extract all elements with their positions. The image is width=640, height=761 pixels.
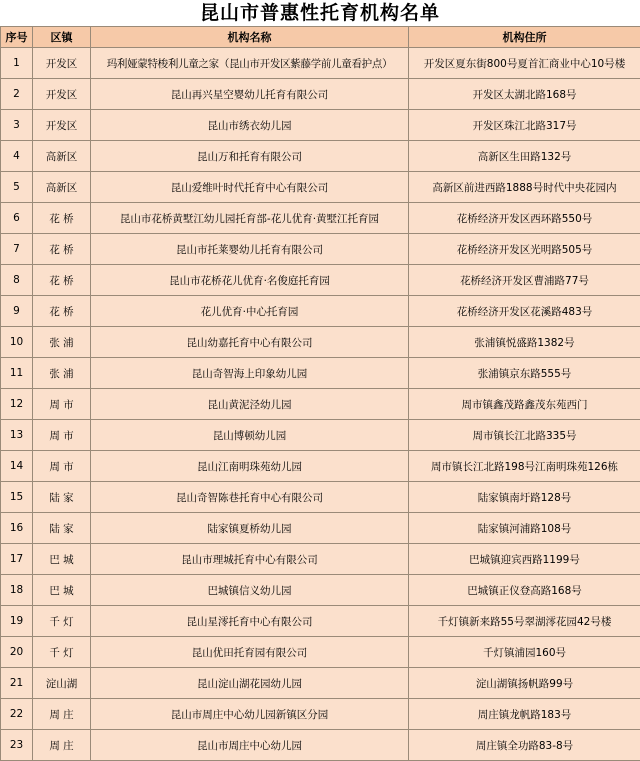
row-institution-name: 昆山江南明珠苑幼儿园 [91,451,409,482]
table-row [1,575,640,606]
table-row [1,482,640,513]
row-address: 张浦镇悦盛路1382号 [409,327,640,358]
row-district: 高新区 [33,172,91,203]
page-title: 昆山市普惠性托育机构名单 [0,0,640,26]
row-district: 花 桥 [33,296,91,327]
row-institution-name: 昆山市周庄中心幼儿园 [91,730,409,761]
row-address: 开发区珠江北路317号 [409,110,640,141]
row-institution-name: 昆山再兴星空婴幼儿托育有限公司 [91,79,409,110]
row-institution-name: 巴城镇信义幼儿园 [91,575,409,606]
row-district: 巴 城 [33,575,91,606]
row-district: 开发区 [33,48,91,79]
row-address: 周庄镇全功路83-8号 [409,730,640,761]
row-number: 23 [1,730,33,761]
table-row [1,203,640,234]
table-row [1,668,640,699]
row-address: 周庄镇龙帆路183号 [409,699,640,730]
header-name: 机构名称 [91,27,409,48]
row-number: 20 [1,637,33,668]
row-district: 张 浦 [33,327,91,358]
row-number: 10 [1,327,33,358]
row-institution-name: 昆山万和托育有限公司 [91,141,409,172]
row-address: 周市镇鑫茂路鑫茂东苑西门 [409,389,640,420]
row-institution-name: 昆山黄泥泾幼儿园 [91,389,409,420]
row-institution-name: 昆山市绣衣幼儿园 [91,110,409,141]
row-institution-name: 昆山星澪托育中心有限公司 [91,606,409,637]
row-district: 淀山湖 [33,668,91,699]
row-district: 开发区 [33,110,91,141]
row-address: 高新区前进西路1888号时代中央花园内 [409,172,640,203]
row-institution-name: 花儿优育·中心托育园 [91,296,409,327]
table-row [1,172,640,203]
table-header-row [1,27,640,48]
row-institution-name: 昆山幼嘉托育中心有限公司 [91,327,409,358]
row-address: 陆家镇河浦路108号 [409,513,640,544]
institution-table [0,26,640,761]
row-institution-name: 昆山优田托育园有限公司 [91,637,409,668]
row-institution-name: 昆山市周庄中心幼儿园新镇区分园 [91,699,409,730]
row-institution-name: 昆山淀山湖花园幼儿园 [91,668,409,699]
row-number: 15 [1,482,33,513]
row-number: 12 [1,389,33,420]
table-row [1,606,640,637]
table-row [1,637,640,668]
row-district: 周 市 [33,389,91,420]
row-address: 开发区夏东街800号夏首汇商业中心10号楼 [409,48,640,79]
header-district: 区镇 [33,27,91,48]
row-institution-name: 昆山市托莱婴幼儿托育有限公司 [91,234,409,265]
table-row [1,110,640,141]
row-number: 9 [1,296,33,327]
row-address: 张浦镇京东路555号 [409,358,640,389]
row-institution-name: 昆山博顿幼儿园 [91,420,409,451]
row-number: 16 [1,513,33,544]
row-address: 花桥经济开发区西环路550号 [409,203,640,234]
row-district: 花 桥 [33,203,91,234]
header-address: 机构住所 [409,27,640,48]
row-number: 8 [1,265,33,296]
row-number: 1 [1,48,33,79]
row-address: 周市镇长江北路198号江南明珠苑126栋 [409,451,640,482]
row-address: 千灯镇新来路55号翠湖澪花园42号楼 [409,606,640,637]
row-district: 周 庄 [33,699,91,730]
table-row [1,544,640,575]
row-district: 开发区 [33,79,91,110]
row-district: 千 灯 [33,606,91,637]
table-row [1,234,640,265]
row-district: 千 灯 [33,637,91,668]
table-row [1,451,640,482]
row-number: 5 [1,172,33,203]
row-institution-name: 昆山奇智海上印象幼儿园 [91,358,409,389]
row-number: 3 [1,110,33,141]
table-row [1,358,640,389]
header-no: 序号 [1,27,33,48]
table-row [1,79,640,110]
row-institution-name: 昆山市理城托育中心有限公司 [91,544,409,575]
row-institution-name: 昆山奇智陈巷托育中心有限公司 [91,482,409,513]
row-address: 淀山湖镇扬帆路99号 [409,668,640,699]
row-address: 花桥经济开发区光明路505号 [409,234,640,265]
table-row [1,513,640,544]
row-address: 高新区生田路132号 [409,141,640,172]
row-number: 7 [1,234,33,265]
row-institution-name: 陆家镇夏桥幼儿园 [91,513,409,544]
row-district: 陆 家 [33,482,91,513]
row-number: 2 [1,79,33,110]
row-number: 4 [1,141,33,172]
row-address: 巴城镇正仪登高路168号 [409,575,640,606]
row-address: 巴城镇迎宾西路1199号 [409,544,640,575]
row-number: 11 [1,358,33,389]
row-institution-name: 昆山市花桥花儿优育·名俊庭托育园 [91,265,409,296]
row-district: 周 庄 [33,730,91,761]
row-district: 周 市 [33,451,91,482]
row-address: 陆家镇南圩路128号 [409,482,640,513]
row-number: 21 [1,668,33,699]
table-row [1,141,640,172]
table-row [1,699,640,730]
table-row [1,327,640,358]
table-row [1,389,640,420]
row-institution-name: 昆山市花桥黄墅江幼儿园托育部-花儿优育·黄墅江托育园 [91,203,409,234]
row-number: 18 [1,575,33,606]
row-number: 13 [1,420,33,451]
row-district: 花 桥 [33,234,91,265]
row-institution-name: 昆山爱维叶时代托育中心有限公司 [91,172,409,203]
table-row [1,265,640,296]
row-address: 花桥经济开发区花溪路483号 [409,296,640,327]
row-district: 高新区 [33,141,91,172]
row-district: 周 市 [33,420,91,451]
row-number: 17 [1,544,33,575]
row-number: 22 [1,699,33,730]
row-institution-name: 玛利娅蒙特梭利儿童之家（昆山市开发区紫藤学前儿童看护点） [91,48,409,79]
row-district: 张 浦 [33,358,91,389]
row-number: 14 [1,451,33,482]
row-district: 巴 城 [33,544,91,575]
table-row [1,296,640,327]
row-address: 千灯镇浦园160号 [409,637,640,668]
row-address: 开发区太湖北路168号 [409,79,640,110]
table-row [1,48,640,79]
row-address: 花桥经济开发区曹浦路77号 [409,265,640,296]
row-number: 19 [1,606,33,637]
row-district: 花 桥 [33,265,91,296]
row-number: 6 [1,203,33,234]
row-district: 陆 家 [33,513,91,544]
table-row [1,420,640,451]
table-row [1,730,640,761]
row-address: 周市镇长江北路335号 [409,420,640,451]
